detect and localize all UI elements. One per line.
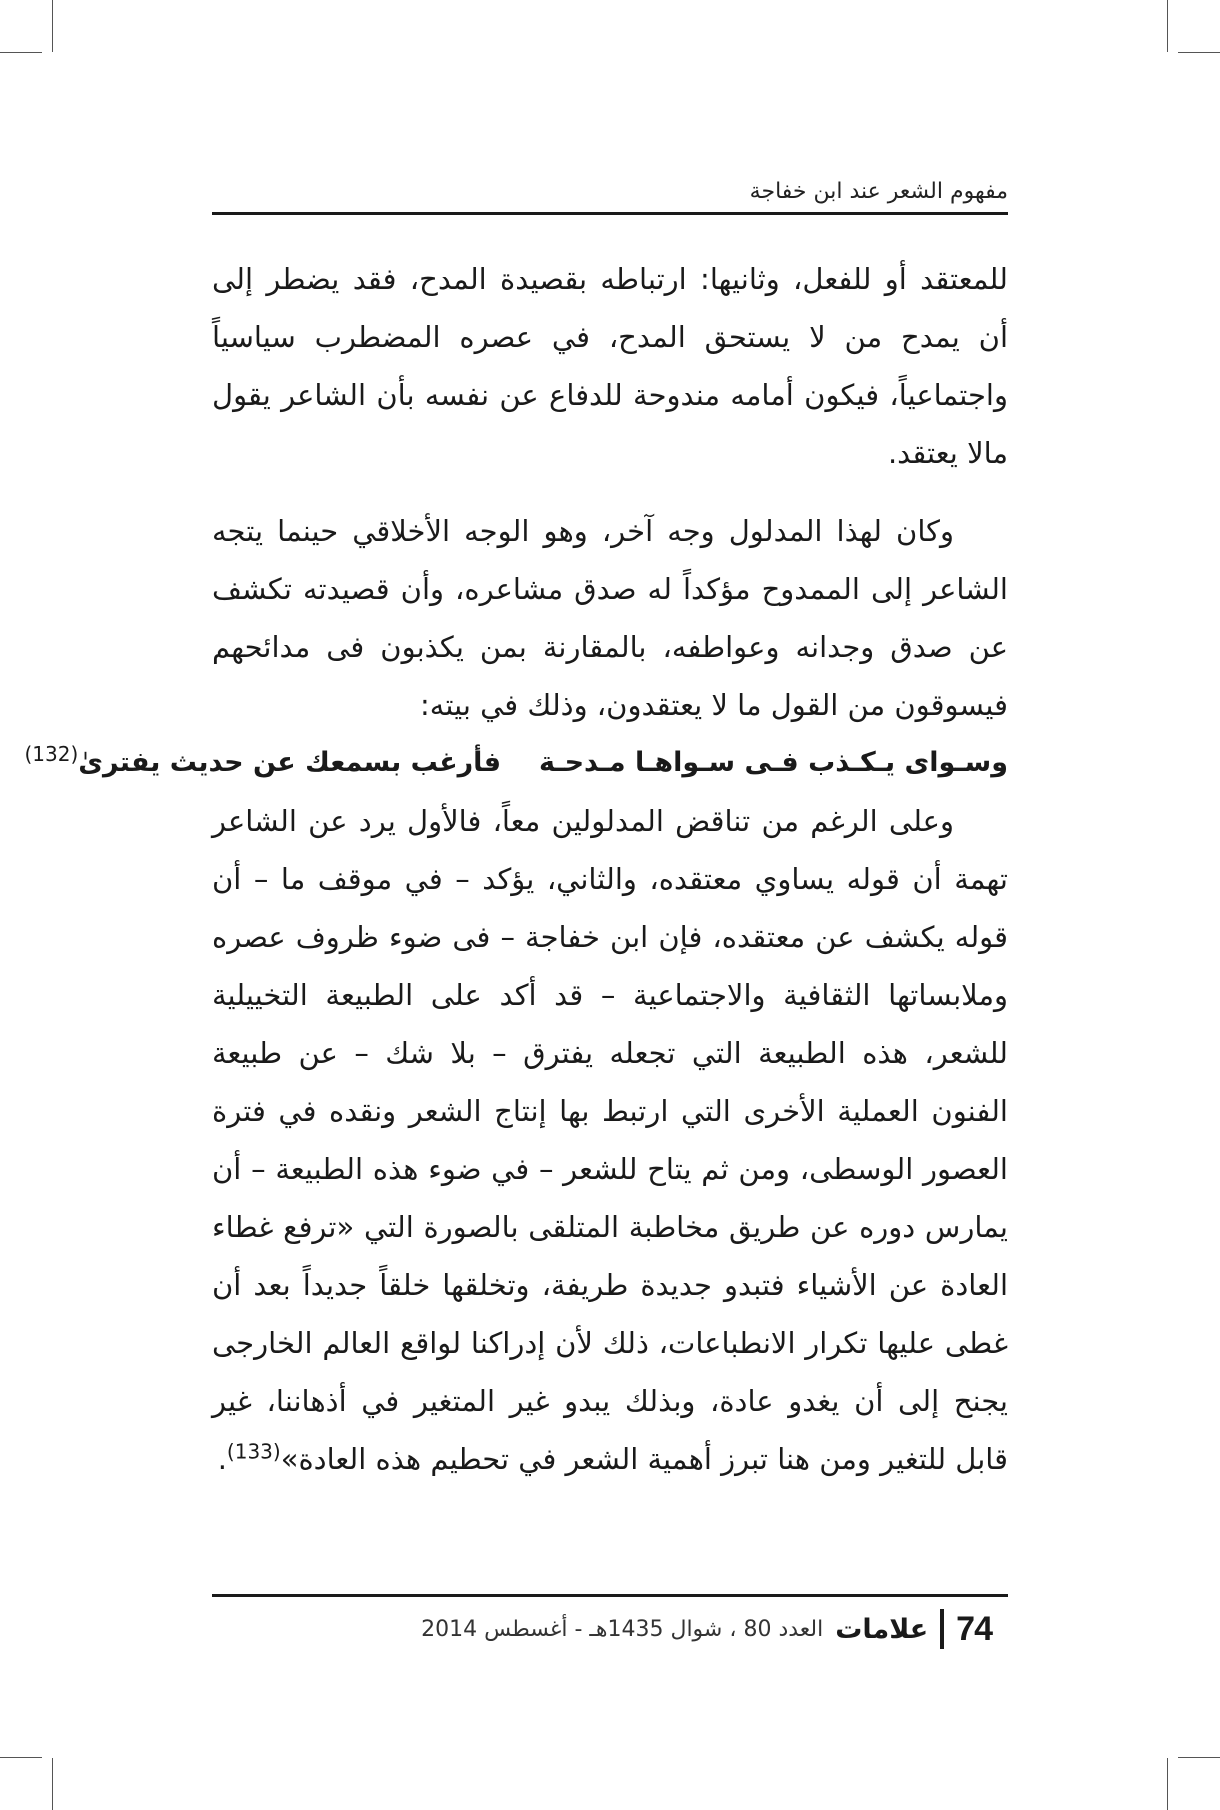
- journal-name: علامات: [835, 1613, 929, 1645]
- header-rule: [212, 212, 1008, 215]
- body-text: [24, 250, 1008, 1488]
- paragraph-end: .: [217, 1442, 227, 1476]
- crop-mark: [52, 1758, 53, 1810]
- verse-line: [24, 734, 1008, 792]
- footnote-marker: (132): [24, 742, 79, 766]
- paragraph: وكان لهذا المدلول وجه آخر، وهو الوجه الأخلاقي حينما يتجه الشاعر إلى الممدوح مؤكداً له صدق مشاعره، وأن قصيدته تكشف عن صدق وجدانه وعواطفه، بالمقارنة بمن يكذبون فى مدائحهم فيسوقون من القول ما لا يعتقدون، وذلك في بيته:: [212, 514, 1008, 722]
- crop-mark: [1167, 0, 1168, 52]
- crop-mark: [1167, 1758, 1168, 1810]
- paragraph: للمعتقد أو للفعل، وثانيها: ارتباطه بقصيدة المدح، فقد يضطر إلى أن يمدح من لا يستحق المدح، في عصره المضطرب سياسياً واجتماعياً، فيكون أمامه مندوحة للدفاع عن نفسه بأن الشاعر يقول مالا يعتقد.: [212, 262, 1008, 470]
- verse-hemistich-1: وسـواى يـكـذب فـى سـواهـا مـدحـة: [539, 747, 1008, 778]
- paragraph: [212, 792, 1008, 1488]
- crop-mark: [1178, 52, 1220, 53]
- verse-hemistich-2: [24, 734, 501, 792]
- paragraph-text: وعلى الرغم من تناقض المدلولين معاً، فالأول يرد عن الشاعر تهمة أن قوله يساوي معتقده، والثاني، يؤكد – في موقف ما – أن قوله يكشف عن معتقده، فإن ابن خفاجة – فى ضوء ظروف عصره وملابساتها الثقافية والاجتماعية – قد أكد على الطبيعة التخييلية للشعر، هذه الطبيعة التي تجعله يفترق – بلا شك – عن طبيعة الفنون العملية الأخرى التي ارتبط بها إنتاج الشعر ونقده في فترة العصور الوسطى، ومن ثم يتاح للشعر – في ضوء هذه الطبيعة – أن يمارس دوره عن طريق مخاطبة المتلقى بالصورة التي «ترفع غطاء العادة عن الأشياء فتبدو جديدة طريفة، وتخلقها خلقاً جديداً بعد أن غطى عليها تكرار الانطباعات، ذلك لأن إدراكنا لواقع العالم الخارجى يجنح إلى أن يغدو عادة، وبذلك يبدو غير المتغير في أذهاننا، غير قابل للتغير ومن هنا تبرز أهمية الشعر في تحطيم هذه العادة»: [212, 804, 1008, 1476]
- page-footer: [421, 1604, 992, 1654]
- footnote-marker: (133): [226, 1439, 281, 1464]
- crop-mark: [1178, 1757, 1220, 1758]
- running-head: مفهوم الشعر عند ابن خفاجة: [749, 179, 1008, 204]
- footer-rule: [212, 1594, 1008, 1597]
- crop-mark: [52, 0, 53, 52]
- crop-mark: [0, 52, 42, 53]
- issue-info: العدد 80 ، شوال 1435هـ - أغسطس 2014: [421, 1616, 824, 1642]
- crop-mark: [0, 1757, 42, 1758]
- verse-hemistich-2-text: فأرغب بسمعك عن حديث يفترىٰ: [78, 747, 501, 778]
- page-number: 74: [956, 1609, 992, 1648]
- footer-divider: [940, 1609, 944, 1649]
